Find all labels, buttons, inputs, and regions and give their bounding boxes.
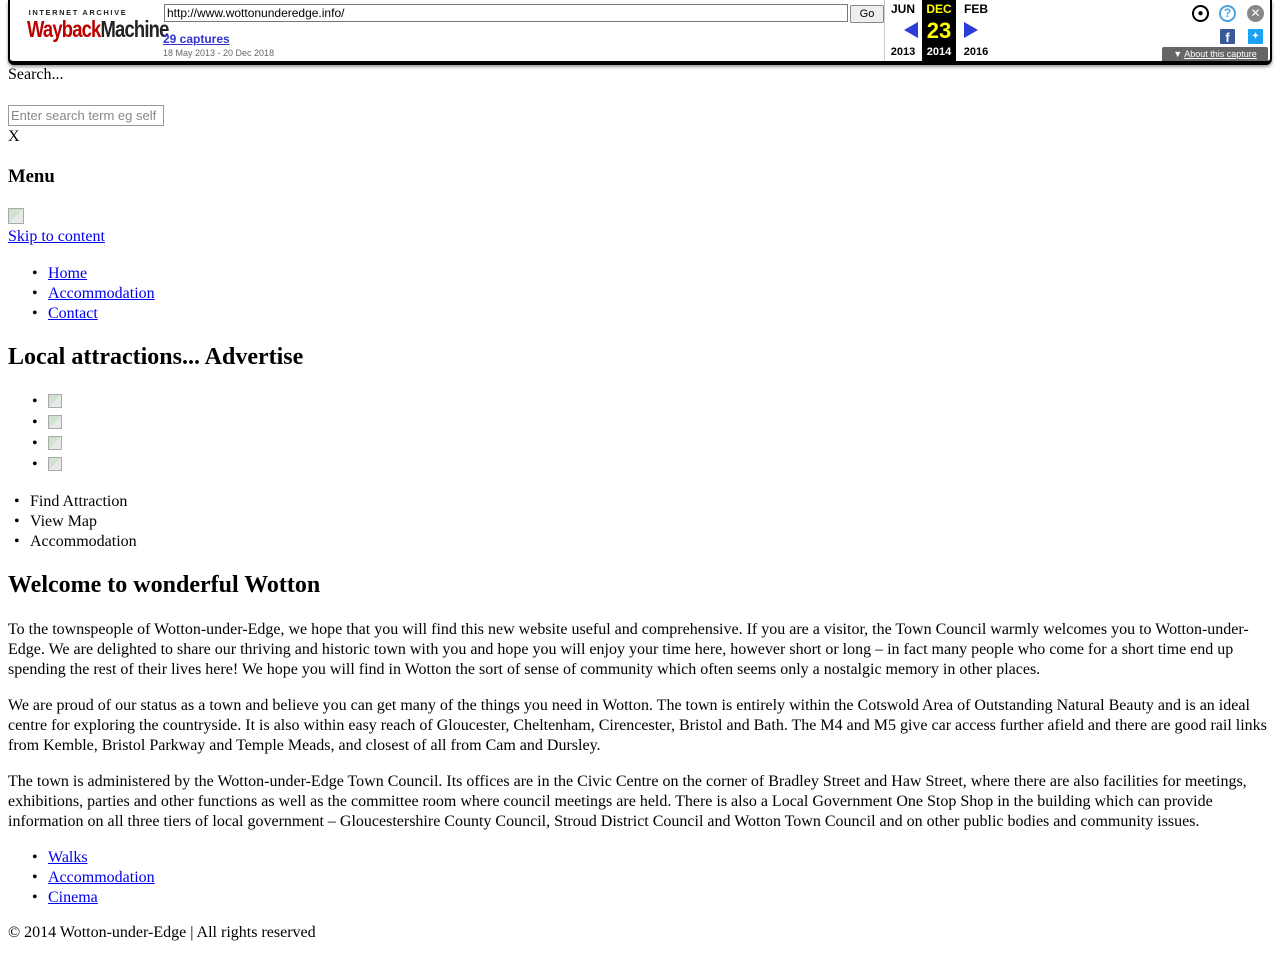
wayback-logo[interactable] (27, 8, 169, 48)
logo-machine: Machine (100, 16, 169, 42)
search-input[interactable]: Enter search term eg self (8, 105, 164, 126)
footer-item-walks (48, 848, 155, 868)
town-paragraph: We are proud of our status as a town and believe you can get many of the things you need in Wotton. The town is entirely within the Cotswold Area of Outstanding Natural Beauty and is an ideal centre for exploring the countryside. It is also within easy reach of Gloucester, Cheltenham, Cirencester, Bristol and Bath. The M4 and M5 give car access further afield and there are good rail links from Kemble, Bristol Parkway and Temple Meads, and closest of all from Cam and Dursley. (8, 697, 1267, 754)
slide-item (48, 413, 62, 434)
search-close-button[interactable]: X (8, 128, 20, 145)
capture-date-range: 18 May 2013 - 20 Dec 2018 (163, 48, 275, 58)
slide-item (48, 455, 62, 476)
menu-heading[interactable]: Menu (8, 166, 55, 187)
slide-image[interactable] (48, 457, 62, 471)
site-logo-image[interactable] (8, 208, 24, 224)
wayback-url-input[interactable]: http://www.wottonunderedge.info/ (164, 4, 848, 22)
footer-item-accommodation (48, 868, 155, 888)
attraction-tools (30, 492, 137, 552)
facebook-icon[interactable]: f (1220, 29, 1235, 44)
tool-find-attraction[interactable]: • Find Attraction (30, 492, 137, 512)
prev-year[interactable]: 2013 (890, 46, 916, 58)
search-label: Search... (8, 66, 64, 83)
footer-link-walks[interactable]: Walks (48, 849, 88, 866)
main-nav (48, 264, 155, 324)
copyright-text: © 2014 Wotton-under-Edge | All rights reserved (8, 924, 316, 941)
wayback-toolbar (8, 0, 1272, 65)
help-icon[interactable]: ? (1219, 5, 1236, 22)
footer-item-cinema (48, 888, 155, 908)
logo-way: Wayback (27, 16, 101, 42)
tool-view-map[interactable]: • View Map (30, 512, 137, 532)
footer-link-accommodation[interactable]: Accommodation (48, 869, 155, 886)
captures-link[interactable]: 29 captures (163, 32, 230, 46)
welcome-heading: Welcome to wonderful Wotton (8, 572, 321, 598)
about-capture-button[interactable]: ▼ About this capture (1162, 47, 1268, 61)
council-paragraph: The town is administered by the Wotton-under-Edge Town Council. Its offices are in the Civic Centre on the corner of Bradley Street and Haw Street, where there are also facilities for meetings, exhibitions, parties and other functions as well as the committee room where council meetings are held. There is also a Local Government One Stop Shop in the building which can provide information on all three tiers of local government – Gloucestershire County Council, Stroud District Council and Wotton Town Council and on other public bodies and community issues. (8, 773, 1247, 830)
footer-link-cinema[interactable]: Cinema (48, 889, 98, 906)
slide-image[interactable] (48, 415, 62, 429)
nav-link-home[interactable]: Home (48, 265, 88, 282)
slide-image[interactable] (48, 394, 62, 408)
current-year: 2014 (926, 46, 952, 58)
logo-wayback-machine (27, 16, 169, 42)
next-capture-arrow-icon[interactable] (964, 22, 978, 38)
slide-item (48, 434, 62, 455)
footer-links (48, 848, 155, 908)
slide-image[interactable] (48, 436, 62, 450)
next-year[interactable]: 2016 (963, 46, 989, 58)
nav-link-contact[interactable]: Contact (48, 305, 98, 322)
current-month: DEC (926, 2, 952, 16)
close-icon[interactable]: ✕ (1247, 5, 1264, 22)
nav-link-accommodation[interactable]: Accommodation (48, 285, 155, 302)
twitter-icon[interactable]: ✦ (1248, 29, 1263, 44)
next-month: FEB (964, 2, 988, 16)
about-capture-label: About this capture (1184, 49, 1257, 59)
prev-month: JUN (890, 2, 915, 16)
prev-capture-arrow-icon[interactable] (904, 22, 918, 38)
nav-item-accommodation (48, 284, 155, 304)
attraction-slides (48, 392, 62, 476)
attractions-heading: Local attractions... Advertise (8, 344, 304, 370)
tool-accommodation[interactable]: • Accommodation (30, 532, 137, 552)
slide-item (48, 392, 62, 413)
calendar-current (922, 0, 956, 61)
nav-item-home (48, 264, 155, 284)
user-icon[interactable]: ● (1192, 5, 1209, 22)
logo-internet-archive: INTERNET ARCHIVE (28, 8, 128, 17)
current-day: 23 (926, 18, 952, 43)
go-button[interactable]: Go (850, 5, 884, 23)
nav-item-contact (48, 304, 155, 324)
skip-to-content-link[interactable]: Skip to content (8, 228, 105, 245)
intro-paragraph: To the townspeople of Wotton-under-Edge, we hope that you will find this new website useful and comprehensive. If you are a visitor, the Town Council warmly welcomes you to Wotton-under-Edge. We are delighted to share our thriving and historic town with you and hope you will enjoy your time here, however short or long – in fact many people who come for a short time end up spending the rest of their lives here! We hope you will find in Wotton the sort of sense of community which often seems only a nostalgic memory in other places. (8, 621, 1249, 678)
